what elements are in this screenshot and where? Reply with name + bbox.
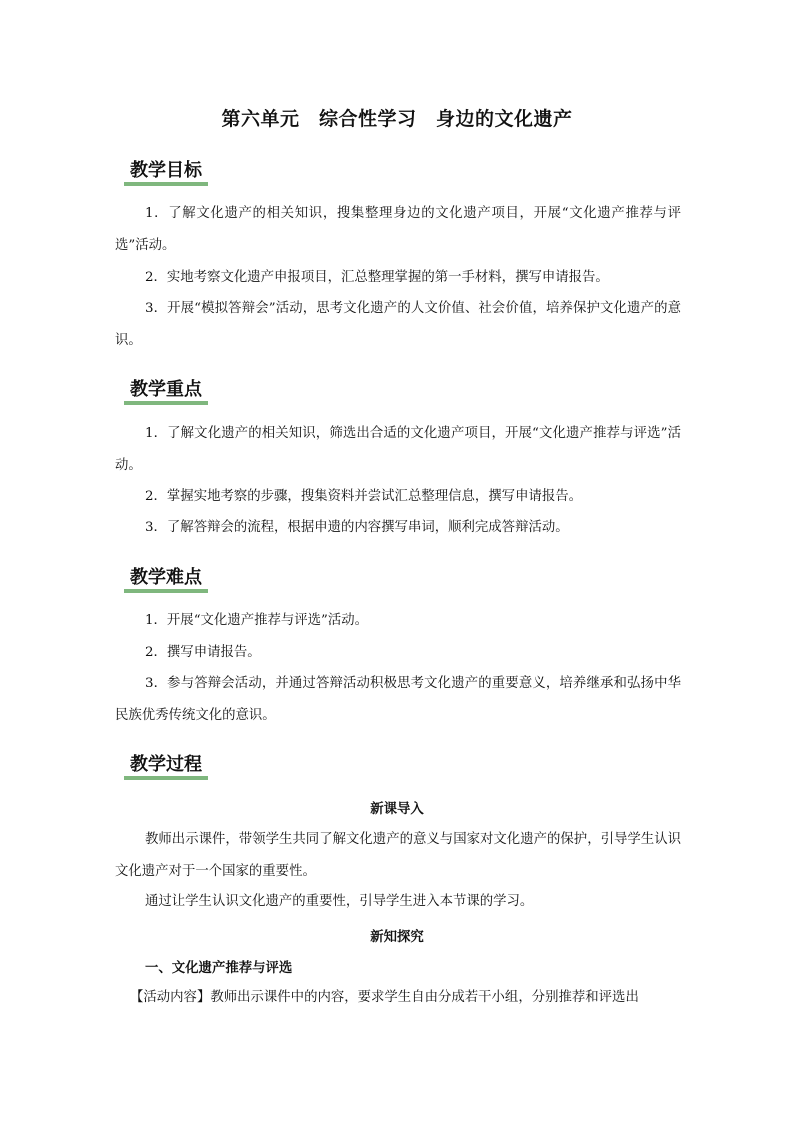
section-heading-difficulties: 教学难点: [124, 565, 208, 593]
objective-item-1: 1．了解文化遗产的相关知识，搜集整理身边的文化遗产项目，开展“文化遗产推荐与评选”活动。: [115, 206, 681, 253]
activity-paragraph: [130, 982, 681, 1014]
key-point-item-3: 3．了解答辩会的流程，根据申遗的内容撰写串词，顺利完成答辩活动。: [145, 520, 569, 535]
section-heading-process: 教学过程: [124, 752, 208, 780]
objective-item-2: 2．实地考察文化遗产申报项目，汇总整理掌握的第一手材料，撰写申请报告。: [145, 270, 609, 285]
subheading-explore: 新知探究: [370, 930, 424, 945]
key-point-item-2: 2．掌握实地考察的步骤，搜集资料并尝试汇总整理信息，撰写申请报告。: [145, 489, 583, 504]
objective-item-3: 3．开展“模拟答辩会”活动，思考文化遗产的人文价值、社会价值，培养保护文化遗产的意识。: [115, 301, 681, 348]
section-heading-objectives: 教学目标: [124, 158, 208, 186]
difficulty-item-3: 3．参与答辩会活动，并通过答辩活动积极思考文化遗产的重要意义，培养继承和弘扬中华民族优秀传统文化的意识。: [115, 676, 681, 723]
intro-paragraph-2: 通过让学生认识文化遗产的重要性，引导学生进入本节课的学习。: [145, 894, 534, 909]
part1-heading: 一、文化遗产推荐与评选: [145, 961, 293, 976]
difficulty-item-2: 2．撰写申请报告。: [145, 645, 261, 660]
page-title: 第六单元 综合性学习 身边的文化遗产: [221, 108, 573, 130]
section-heading-key-points: 教学重点: [124, 377, 208, 405]
key-point-item-1: 1．了解文化遗产的相关知识，筛选出合适的文化遗产项目，开展“文化遗产推荐与评选”活动。: [115, 426, 681, 473]
difficulty-item-1: 1．开展“文化遗产推荐与评选”活动。: [145, 613, 369, 628]
intro-paragraph-1: 教师出示课件，带领学生共同了解文化遗产的意义与国家对文化遗产的保护，引导学生认识文化遗产对于一个国家的重要性。: [115, 832, 681, 879]
activity-tag: 【活动内容】: [130, 990, 211, 1005]
activity-text: 教师出示课件中的内容，要求学生自由分成若干小组，分别推荐和评选出: [210, 990, 639, 1005]
subheading-intro: 新课导入: [370, 802, 424, 817]
